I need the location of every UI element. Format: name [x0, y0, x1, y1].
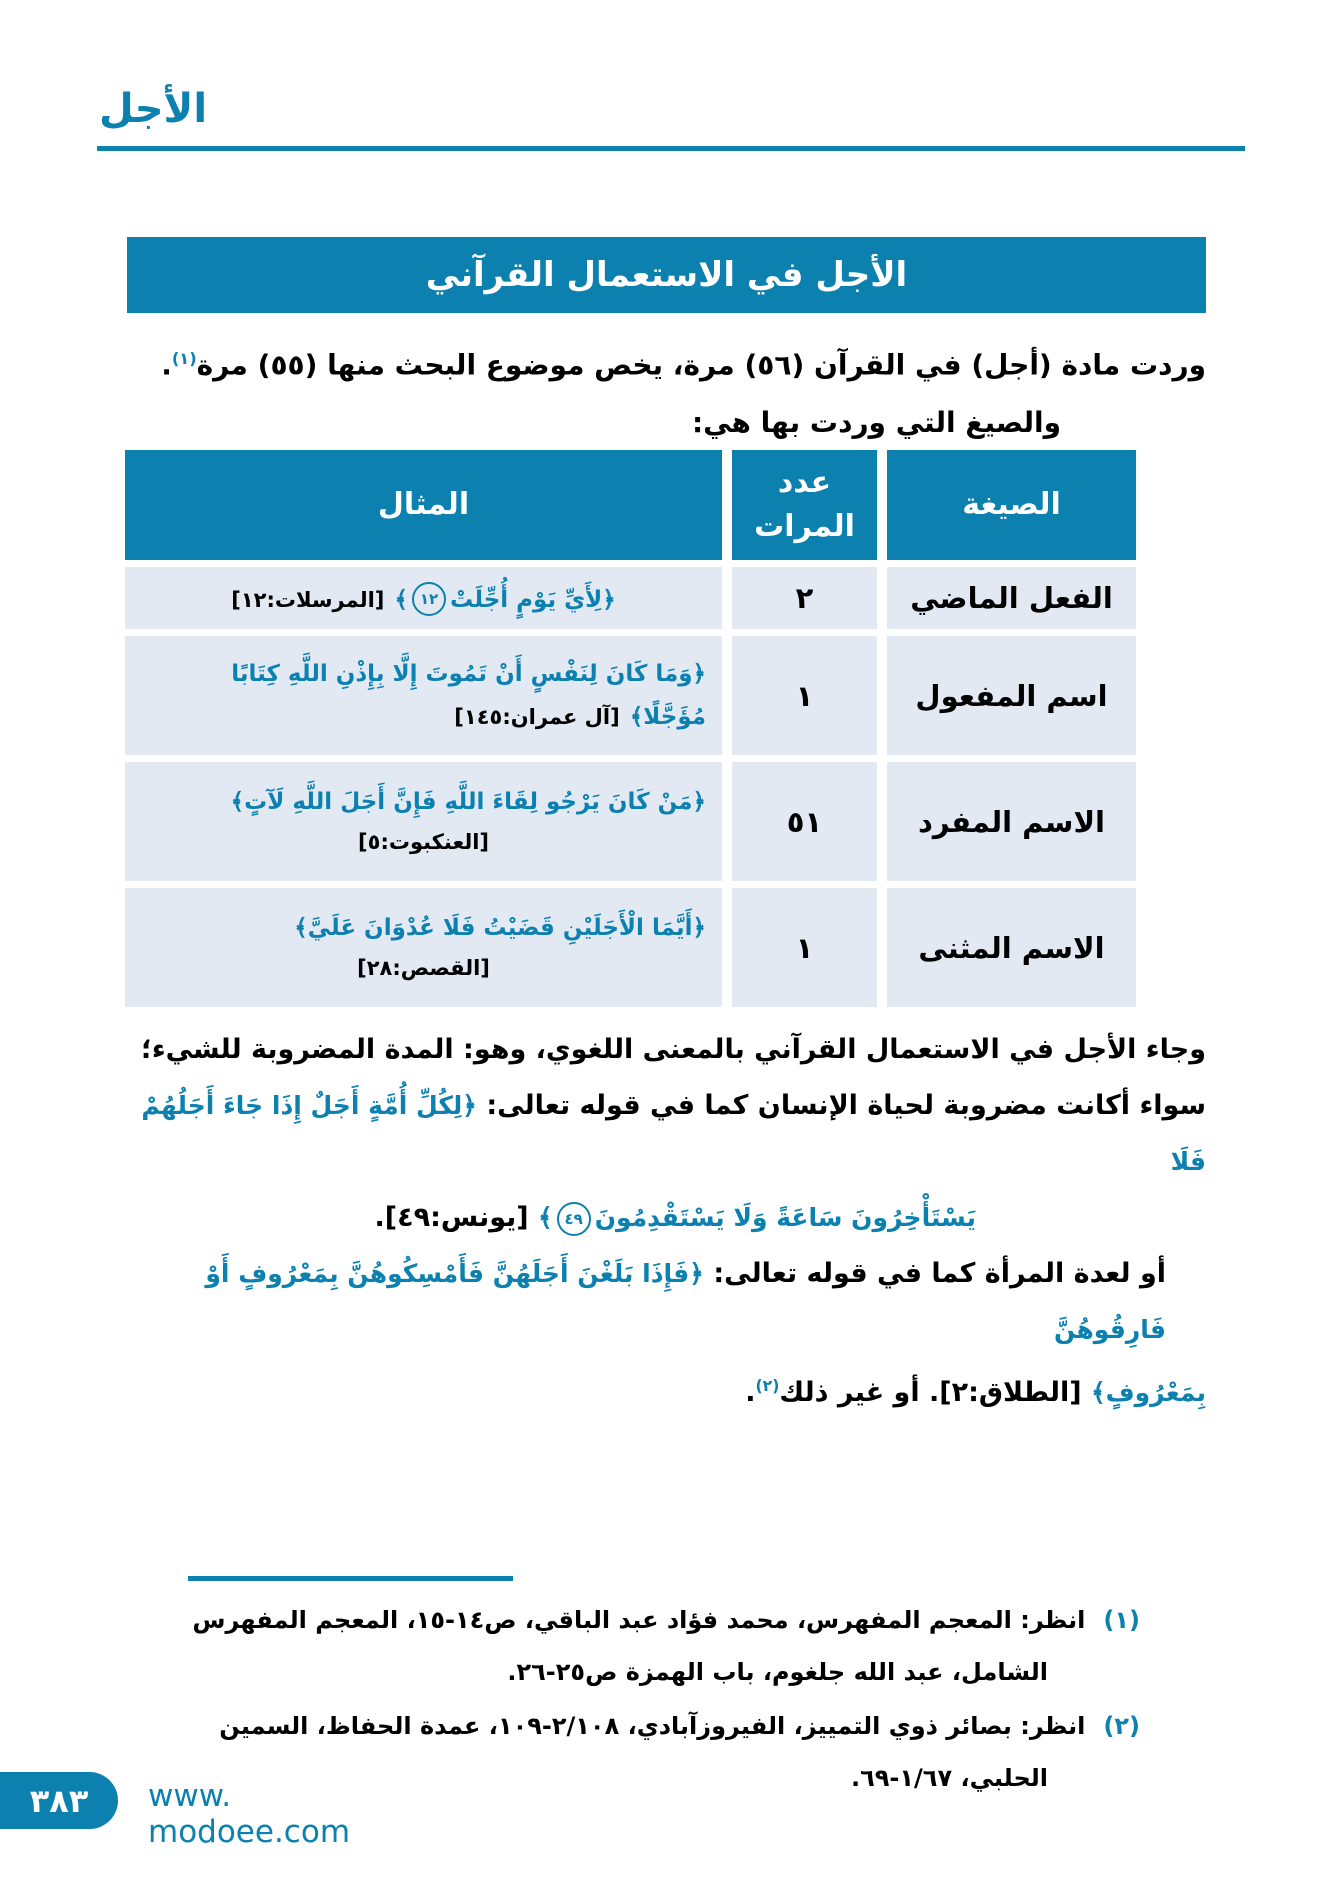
- verse-block: [141, 654, 706, 737]
- verse-reference: [المرسلات:١٢]: [231, 587, 385, 612]
- intro-period: .: [161, 348, 172, 382]
- footnote-marker: (٢): [1103, 1712, 1140, 1740]
- footnotes: [160, 1594, 1140, 1806]
- table-header-row: [125, 450, 1136, 560]
- verse-reference: [آل عمران:١٤٥]: [454, 705, 620, 729]
- verse-block: [141, 782, 706, 862]
- quran-verse: ﴿أَيَّمَا الْأَجَلَيْنِ قَضَيْتُ فَلَا عُدْوَانَ عَلَيَّ﴾: [294, 914, 706, 941]
- forms-table: [125, 450, 1136, 1014]
- header-form: الصيغة: [887, 450, 1136, 560]
- quran-quote-close: ﴾: [538, 1203, 553, 1232]
- ayah-number-circle: ١٢: [412, 582, 446, 616]
- body-line-1: وجاء الأجل في الاستعمال القرآني بالمعنى اللغوي، وهو: المدة المضروبة للشيء؛: [141, 1034, 1206, 1065]
- body-line-4: [120, 1246, 1206, 1358]
- page-number: ٣٨٣: [29, 1781, 89, 1820]
- running-head: الأجل: [99, 86, 208, 132]
- body-line-2: [120, 1078, 1206, 1190]
- header-example: المثال: [125, 450, 722, 560]
- verse-line-2: [141, 694, 706, 737]
- verse-reference: [يونس:٤٩].: [374, 1202, 539, 1233]
- intro-line-1: [130, 330, 1206, 394]
- section-title: الأجل في الاستعمال القرآني: [425, 255, 908, 295]
- table-row: [125, 762, 1136, 881]
- intro-paragraph: [130, 330, 1206, 452]
- body-text: سواء أكانت مضروبة لحياة الإنسان كما في قوله تعالى:: [476, 1090, 1206, 1121]
- verse-reference: [الطلاق:٢]. أو غير ذلك: [779, 1377, 1091, 1408]
- quran-quote-cont: بِمَعْرُوفٍ﴾: [1090, 1378, 1206, 1407]
- table-row: [125, 636, 1136, 755]
- quran-quote: ﴿لِكُلِّ أُمَّةٍ أَجَلٌ إِذَا جَاءَ أَجَلُهُمْ فَلَا: [141, 1091, 1206, 1176]
- count-cell: ٢: [732, 567, 877, 629]
- quran-verse-cont: مُؤَجَّلًا﴾: [629, 704, 706, 730]
- footnote-separator: [188, 1576, 513, 1581]
- body-period: .: [745, 1377, 756, 1408]
- count-cell: ١: [732, 888, 877, 1007]
- footnote-marker: (١): [1103, 1606, 1140, 1634]
- intro-text: وردت مادة (أجل) في القرآن (٥٦) مرة، يخص موضوع البحث منها (٥٥) مرة: [196, 348, 1206, 382]
- ayah-number-circle: ٤٩: [557, 1202, 591, 1236]
- body-text: أو لعدة المرأة كما في قوله تعالى:: [703, 1258, 1166, 1289]
- verse-line: [141, 577, 706, 620]
- count-cell: ١: [732, 636, 877, 755]
- footnote-1: [160, 1594, 1140, 1698]
- verse-reference: [العنكبوت:٥]: [358, 829, 489, 854]
- footnote-text: انظر: المعجم المفهرس، محمد فؤاد عبد الباقي، ص١٤-١٥، المعجم المفهرس الشامل، عبد الله جلغوم، باب الهمزة ص٢٥-٢٦.: [192, 1606, 1086, 1686]
- form-cell: الاسم المثنى: [887, 888, 1136, 1007]
- section-title-bar: [127, 237, 1206, 313]
- website-url[interactable]: www. modoee.com: [148, 1778, 351, 1850]
- header-rule: [97, 146, 1245, 151]
- form-cell: اسم المفعول: [887, 636, 1136, 755]
- page-number-tab: [0, 1772, 118, 1829]
- quran-verse: ﴿مَنْ كَانَ يَرْجُو لِقَاءَ اللَّهِ فَإِنَّ أَجَلَ اللَّهِ لَآتٍ﴾: [230, 788, 706, 815]
- body-line-3: [120, 1190, 1206, 1246]
- quran-quote-cont: يَسْتَأْخِرُونَ سَاعَةً وَلَا يَسْتَقْدِمُونَ: [594, 1203, 976, 1232]
- quran-verse: ﴿لِأَيِّ يَوْمٍ أُجِّلَتْ: [449, 586, 616, 613]
- form-cell: الفعل الماضي: [887, 567, 1136, 629]
- quran-quote: ﴿فَإِذَا بَلَغْنَ أَجَلَهُنَّ فَأَمْسِكُوهُنَّ بِمَعْرُوفٍ أَوْ فَارِقُوهُنَّ: [205, 1259, 1166, 1344]
- intro-line-2: والصيغ التي وردت بها هي:: [691, 406, 1061, 440]
- body-line-5: [120, 1358, 1206, 1421]
- example-cell: [125, 762, 722, 881]
- quran-verse: ﴿وَمَا كَانَ لِنَفْسٍ أَنْ تَمُوتَ إِلَّا بِإِذْنِ اللَّهِ كِتَابًا: [231, 661, 706, 687]
- verse-reference: [القصص:٢٨]: [357, 955, 490, 980]
- count-cell: ٥١: [732, 762, 877, 881]
- table-row: [125, 888, 1136, 1007]
- footnote-ref-2[interactable]: (٢): [755, 1376, 780, 1395]
- header-count: عدد المرات: [732, 450, 877, 560]
- verse-block: [141, 908, 706, 988]
- table-row: [125, 567, 1136, 629]
- example-cell: [125, 636, 722, 755]
- quran-verse-close: ﴾: [394, 586, 408, 613]
- footnote-ref-1[interactable]: (١): [171, 349, 197, 368]
- example-cell: [125, 888, 722, 1007]
- example-cell: [125, 567, 722, 629]
- form-cell: الاسم المفرد: [887, 762, 1136, 881]
- body-paragraphs: [120, 1022, 1206, 1421]
- footnote-text: انظر: بصائر ذوي التمييز، الفيروزآبادي، ٢/١٠٨-١٠٩، عمدة الحفاظ، السمين الحلبي، ١/٦٧-٦٩.: [219, 1712, 1086, 1792]
